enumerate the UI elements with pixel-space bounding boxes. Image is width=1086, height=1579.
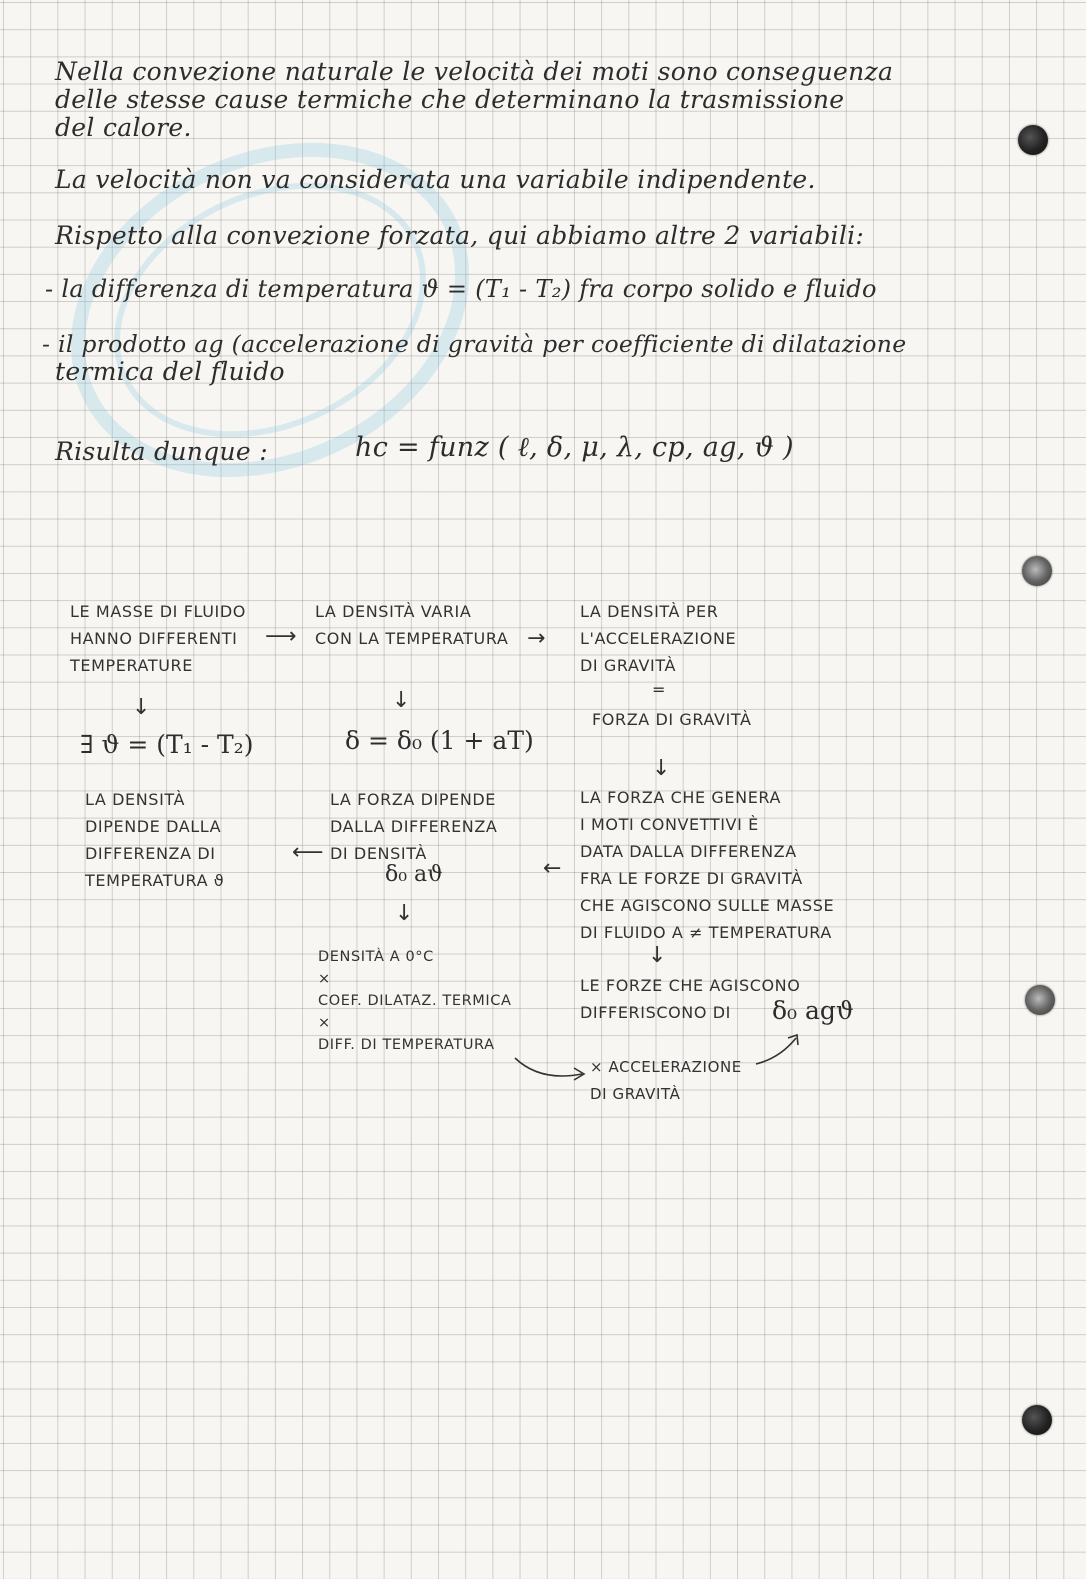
diagram-box-force-depends: LA FORZA DIPENDE DALLA DIFFERENZA DI DENSITÀ (330, 790, 498, 863)
arrow-right-icon: → (527, 626, 546, 651)
curved-arrow-icon (510, 1050, 600, 1090)
bullet-temperature-difference: - la differenza di temperatura ϑ = (T₁ - T₂) fra corpo solido e fluido (45, 275, 877, 303)
intro-line-5: Rispetto alla convezione forzata, qui abbiamo altre 2 variabili: (55, 221, 865, 250)
intro-line-2: delle stesse cause termiche che determinano la trasmissione (55, 85, 845, 114)
diagram-box-density-product: DENSITÀ A 0°C × COEF. DILATAZ. TERMICA × DIFF. DI TEMPERATURA (318, 949, 512, 1053)
formula-theta: ∃ ϑ = (T₁ - T₂) (80, 730, 254, 759)
result-label: Risulta dunque : (55, 437, 268, 466)
intro-line-3: del calore. (55, 113, 192, 142)
formula-density: δ = δ₀ (1 + aT) (345, 726, 534, 755)
arrow-down-icon: ↓ (392, 688, 411, 713)
diagram-box-density-depends: LA DENSITÀ DIPENDE DALLA DIFFERENZA DI TEMPERATURA ϑ (85, 790, 225, 890)
arrow-right-icon: ⟶ (265, 624, 297, 649)
curved-arrow-up-icon (752, 1028, 812, 1068)
diagram-equals-sign: = (652, 680, 667, 699)
diagram-box-gravity-acceleration: × ACCELERAZIONE DI GRAVITÀ (590, 1058, 742, 1103)
formula-delta-a-theta: δ₀ aϑ (385, 862, 443, 887)
result-formula: hc = funz ( ℓ, δ, μ, λ, cp, ag, ϑ ) (355, 432, 794, 463)
arrow-down-icon: ↓ (395, 901, 414, 926)
arrow-left-icon: ⟵ (292, 840, 324, 865)
bullet-product-ag: - il prodotto ag (accelerazione di gravità per coefficiente di dilatazione (42, 330, 907, 358)
diagram-box-density-varies: LA DENSITÀ VARIA CON LA TEMPERATURA (315, 602, 509, 648)
diagram-box-gravity-force: FORZA DI GRAVITÀ (592, 710, 752, 729)
intro-line-1: Nella convezione naturale le velocità dei moti sono conseguenza (55, 57, 894, 86)
formula-delta-ag-theta: δ₀ agϑ (772, 996, 854, 1025)
arrow-down-icon: ↓ (648, 943, 667, 968)
arrow-left-icon: ← (543, 856, 562, 881)
intro-line-4: La velocità non va considerata una variabile indipendente. (55, 165, 816, 194)
diagram-box-convective-force: LA FORZA CHE GENERA I MOTI CONVETTIVI È DATA DALLA DIFFERENZA FRA LE FORZE DI GRAVITÀ CHE AGISCONO SULLE MASSE DI FLUIDO A ≠ TEMPERATURA (580, 788, 835, 942)
arrow-down-icon: ↓ (652, 756, 671, 781)
diagram-box-masses: LE MASSE DI FLUIDO HANNO DIFFERENTI TEMPERATURE (70, 602, 246, 675)
arrow-down-icon: ↓ (132, 695, 151, 720)
binder-hole (1022, 1405, 1052, 1435)
binder-hole (1018, 125, 1048, 155)
binder-hole (1022, 556, 1052, 586)
bullet-product-ag-cont: termica del fluido (55, 357, 285, 386)
binder-hole (1025, 985, 1055, 1015)
diagram-box-forces-differ: LE FORZE CHE AGISCONO DIFFERISCONO DI (580, 976, 801, 1022)
diagram-box-density-gravity: LA DENSITÀ PER L'ACCELERAZIONE DI GRAVITÀ (580, 602, 737, 675)
